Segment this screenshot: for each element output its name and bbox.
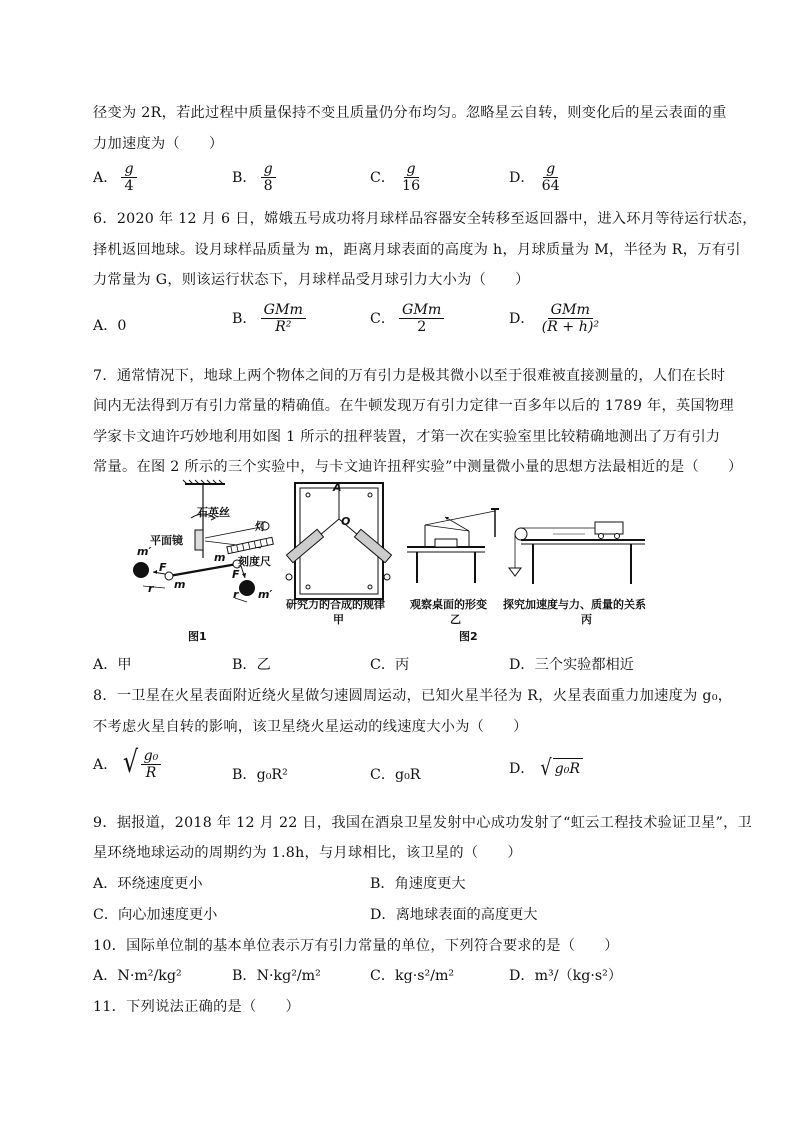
q10-line-1: 10．国际单位制的基本单位表示万有引力常量的单位，下列符合要求的是（ ） <box>93 938 619 954</box>
option-label: A． <box>93 756 118 773</box>
q8-option-c[interactable]: C．g₀R <box>370 767 421 783</box>
q6-option-a[interactable]: A．0 <box>93 318 127 334</box>
fraction: $\frac{\text{GMm}}{\text{R²}}$ <box>261 302 306 336</box>
q8-line-2: 不考虑火星自转的影响，该卫星绕火星运动的线速度大小为（ ） <box>93 719 528 735</box>
q5-line-1: 径变为 2R，若此过程中质量保持不变且质量仍分布均匀。忽略星云自转，则变化后的星云表面的重 <box>93 105 727 121</box>
force-composition-figure <box>283 481 393 609</box>
q11-line-1: 11．下列说法正确的是（ ） <box>93 999 300 1015</box>
fig2-jia-caption: 研究力的合成的规律 <box>286 598 385 611</box>
q5-line-2: 力加速度为（ ） <box>93 136 224 152</box>
fig1-F-left: F <box>159 561 167 574</box>
acceleration-experiment-figure <box>505 512 655 587</box>
q6-option-b[interactable] <box>232 302 306 336</box>
fig1-m-left: m <box>174 578 186 591</box>
option-label: C． <box>370 310 396 327</box>
q9-option-c[interactable]: C．向心加速度更小 <box>93 907 218 923</box>
q7-option-d[interactable]: D．三个实验都相近 <box>509 657 634 673</box>
fraction: $\frac{g}{64}$ <box>541 161 560 195</box>
q7-option-b[interactable]: B．乙 <box>232 657 271 673</box>
fig1-scale-label: 刻度尺 <box>238 555 271 568</box>
fig2-O-label: O <box>341 515 351 528</box>
fraction: $\frac{g}{4}$ <box>121 161 136 195</box>
q7-line-1: 7．通常情况下，地球上两个物体之间的万有引力是极其微小以至于很难被直接测量的，人们在长时 <box>93 368 726 384</box>
option-label: C． <box>370 169 396 186</box>
fig1-caption: 图1 <box>188 630 207 643</box>
option-label: D． <box>509 310 535 327</box>
q7-line-4: 常量。在图 2 所示的三个实验中，与卡文迪许扭秤实验”中测量微小量的思想方法最相近的是（ ） <box>93 459 743 475</box>
fig1-m-right: m <box>214 551 226 564</box>
q9-option-d[interactable]: D．离地球表面的高度更大 <box>370 907 538 923</box>
q8-line-1: 8．一卫星在火星表面附近绕火星做匀速圆周运动，已知火星半径为 R，火星表面重力加速度为 g₀， <box>93 688 733 704</box>
fig1-m-prime-right: m′ <box>258 588 273 601</box>
q7-line-2: 间内无法得到万有引力常量的精确值。在牛顿发现万有引力定律一百多年以后的 1789 年，英国物理 <box>93 398 734 414</box>
option-label: B． <box>232 310 257 327</box>
fig1-r-right: r <box>233 588 239 601</box>
q6-line-2: 择机返回地球。设月球样品质量为 m，距离月球表面的高度为 h，月球质量为 M，半径为 R，万有引 <box>93 242 741 258</box>
fraction: $\frac{g}{16}$ <box>402 161 421 195</box>
fig2-bing-label: 丙 <box>581 613 592 626</box>
option-label: B． <box>232 169 257 186</box>
q8-option-d[interactable] <box>509 758 583 780</box>
q5-option-b[interactable] <box>232 161 276 195</box>
q6-option-c[interactable] <box>370 302 444 336</box>
q5-option-a[interactable] <box>93 161 137 195</box>
q5-option-c[interactable] <box>370 161 423 195</box>
fig1-lamp-label: 灯 <box>255 520 266 533</box>
fig2-bing-caption: 探究加速度与力、质量的关系 <box>503 598 646 611</box>
fig1-mirror-label: 平面镜 <box>150 534 183 547</box>
q6-line-3: 力常量为 G，则该运行状态下，月球样品受月球引力大小为（ ） <box>93 272 530 288</box>
q9-option-a[interactable]: A．环绕速度更小 <box>93 876 203 892</box>
q5-option-d[interactable] <box>509 161 563 195</box>
option-label: D． <box>509 761 535 777</box>
option-label: D． <box>509 169 535 186</box>
fig2-yi-caption: 观察桌面的形变 <box>410 598 487 611</box>
q7-option-c[interactable]: C．丙 <box>370 657 410 673</box>
fig1-m-prime-left: m′ <box>137 545 152 558</box>
q8-option-b[interactable]: B．g₀R² <box>232 767 288 783</box>
q6-line-1: 6．2020 年 12 月 6 日，嫦娥五号成功将月球样品容器安全转移至返回器中，进入环月等待运行状态， <box>93 211 757 227</box>
fraction: $\frac{\text{GMm}}{\text{(R + h)²}}$ <box>541 302 600 336</box>
table-deformation-figure <box>405 497 505 587</box>
q9-line-1: 9．据报道，2018 年 12 月 22 日，我国在酒泉卫星发射中心成功发射了“虹云工程技术验证卫星”，卫 <box>93 815 753 831</box>
q10-option-a[interactable]: A．N·m²/kg² <box>93 968 182 984</box>
fig2-caption: 图2 <box>459 630 478 643</box>
q6-option-d[interactable] <box>509 302 602 336</box>
q10-option-b[interactable]: B．N·kg²/m² <box>232 968 321 984</box>
q9-option-b[interactable]: B．角速度更大 <box>370 876 466 892</box>
option-label: A． <box>93 169 118 186</box>
fig1-F-right: F <box>232 568 240 581</box>
fig2-A-label: A <box>333 481 342 494</box>
fraction: $\frac{g}{8}$ <box>261 161 276 195</box>
sqrt-sign: √ $\frac{\text{g₀}}{R}$ <box>121 748 161 782</box>
fig1-quartz-label: 石英丝 <box>197 506 230 519</box>
q7-option-a[interactable]: A．甲 <box>93 657 132 673</box>
fig1-r-left: r <box>148 582 154 595</box>
fig2-jia-label: 甲 <box>333 613 344 626</box>
fig2-yi-label: 乙 <box>450 613 461 626</box>
fraction: $\frac{\text{GMm}}{2}$ <box>399 302 444 336</box>
sqrt-sign: √ g₀R <box>539 758 583 780</box>
q8-option-a[interactable] <box>93 745 161 782</box>
q7-line-3: 学家卡文迪许巧妙地利用如图 1 所示的扭秤装置，才第一次在实验室里比较精确地测出了万有引力 <box>93 429 721 445</box>
q9-line-2: 星环绕地球运动的周期约为 1.8h，与月球相比，该卫星的（ ） <box>93 845 522 861</box>
q10-option-c[interactable]: C．kg·s²/m² <box>370 968 455 984</box>
q10-option-d[interactable]: D．m³/（kg·s²） <box>509 968 623 984</box>
